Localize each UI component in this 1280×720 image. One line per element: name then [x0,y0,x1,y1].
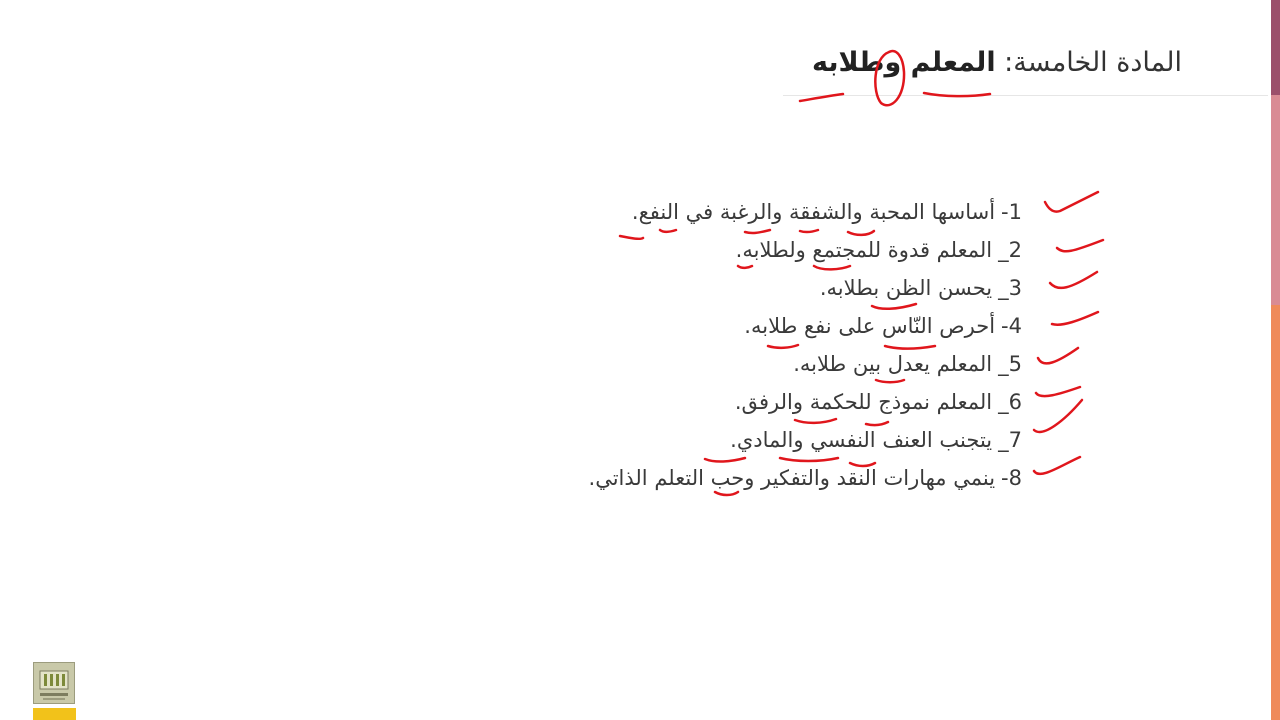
item-number: 1- [1001,200,1022,224]
check-mark-icon [1034,457,1080,474]
item-number: 4- [1001,314,1022,338]
list-item [462,193,1022,231]
item-text: يتجنب العنف النفسي والمادي. [730,428,993,452]
side-accent-purple [1271,0,1280,95]
item-number: 7_ [998,428,1022,452]
list-item [462,459,1022,497]
item-text: ينمي مهارات النقد والتفكير وحب التعلم الذاتي. [588,466,996,490]
university-logo [33,662,75,704]
slide-title [782,40,1182,86]
check-mark-icon [1038,348,1078,363]
title-prefix: المادة الخامسة: [1004,47,1182,78]
item-number: 2_ [998,238,1022,262]
list-item [462,307,1022,345]
logo-accent-strip [33,708,76,720]
item-text: أساسها المحبة والشفقة والرغبة في النفع. [631,200,996,224]
list-item [462,345,1022,383]
title-strong: المعلم وطلابه [812,47,996,78]
item-text: المعلم قدوة للمجتمع ولطلابه. [735,238,993,262]
article-list [462,193,1022,497]
list-item [462,383,1022,421]
slide-title-area [782,40,1182,86]
side-accent-orange [1271,305,1280,720]
item-number: 3_ [998,276,1022,300]
check-mark-icon [1050,272,1097,288]
check-mark-icon [1052,312,1098,325]
check-mark-icon [1034,400,1082,432]
list-item [462,269,1022,307]
check-mark-icon [1057,240,1103,251]
item-text: المعلم يعدل بين طلابه. [793,352,993,376]
check-mark-icon [1045,192,1098,212]
list-item [462,231,1022,269]
item-text: أحرص النّاس على نفع طلابه. [744,314,996,338]
title-divider [783,95,1268,96]
item-number: 8- [1001,466,1022,490]
side-accent-pink [1271,95,1280,305]
item-text: المعلم نموذج للحكمة والرفق. [734,390,993,414]
side-accent-bar [1271,0,1280,720]
list-item [462,421,1022,459]
item-text: يحسن الظن بطلابه. [819,276,993,300]
item-number: 6_ [998,390,1022,414]
check-mark-icon [1036,387,1080,396]
item-number: 5_ [998,352,1022,376]
